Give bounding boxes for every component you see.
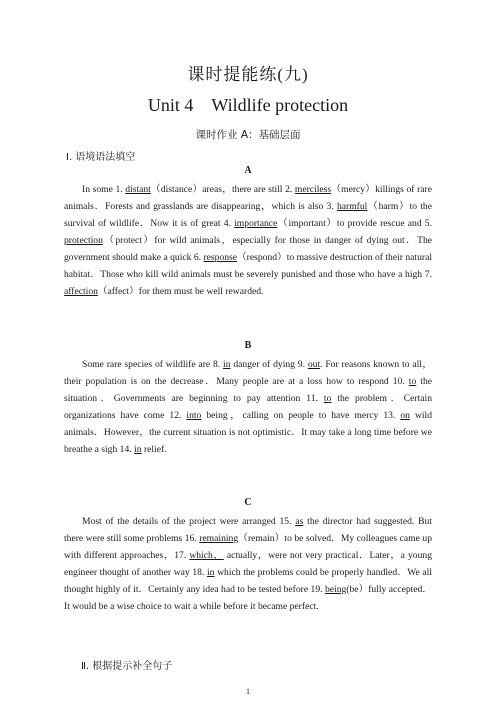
subtitle: 课时作业 A：基础层面 [195,129,301,141]
answer-9: out [307,359,321,370]
answer-15: as [295,516,304,527]
section-2-heading: Ⅱ. 根据提示补全句子 [81,661,173,672]
answer-5: protection [64,235,103,246]
passage-a-letter: A [244,165,252,176]
answer-18: in [206,567,215,578]
answer-12: into [186,410,202,421]
answer-3: harmful [336,201,368,212]
answer-10: to [408,376,417,387]
answer-6: response [203,252,238,263]
answer-8: in [223,359,231,370]
answer-2: merciless [294,184,332,195]
answer-11: to [323,393,332,404]
answer-1: distant [125,184,151,195]
answer-19: being [324,584,347,595]
passage-b: Some rare species of wildlife are 8. in danger of dying 9. out. For reasons known to all，their population is on the decrease．Many people are at a loss how to respond 10. to the situation．Governments are beginning to pay attention 11. to the problem．Certain organizations have come 12. into being，calling on people to have mercy 13. on wild animals．However，the current situation is not optimistic．It may take a long time before we breathe a sigh 14. in relief. [64,359,433,455]
answer-4: importance [234,218,278,229]
answer-7: affection [64,286,98,297]
unit-heading [0,95,496,116]
passage-b-letter: B [244,340,252,351]
passage-c: Most of the details of the project were arranged 15. as the director had suggested. But there were still some problems 16. remaining（remain）to be solved．My colleagues came up with different approaches，17. which， actually，were not very practical．Later，a young engineer thought of another way 18. in which the problems could be properly handled．We all thought highly of it．Certainly any idea had to be tested before 19. being(be）fully accepted．It would be a wise choice to wait a while before it became perfect. [64,516,433,612]
section-1-heading: Ⅰ. 语境语法填空 [66,152,136,163]
answer-14: in [134,444,142,455]
unit-title: Wildlife protection [211,95,349,115]
page-title: 课时提能练(九) [187,65,309,84]
passage-c-letter: C [244,497,252,508]
answer-16: remaining [199,533,239,544]
answer-13: on [400,410,410,421]
passage-a: In some 1. distant（distance）areas，there are still 2. merciless（mercy）killings of rare animals．Forests and grasslands are disappearing，which is also 3. harmful（harm）to the survival of wildlife．Now it is of great 4. importance（important）to provide rescue and 5. protection（protect）for wild animals，especially for those in danger of dying out．The government should make a quick 6. response（respond）to massive destruction of their natural habitat．Those who kill wild animals must be severely punished and those who have a high 7. affection（affect）for them must be well rewarded. [64,184,432,297]
page-number: 1 [246,687,250,696]
answer-17: which， [189,550,224,561]
unit-prefix: Unit 4 [147,95,194,115]
